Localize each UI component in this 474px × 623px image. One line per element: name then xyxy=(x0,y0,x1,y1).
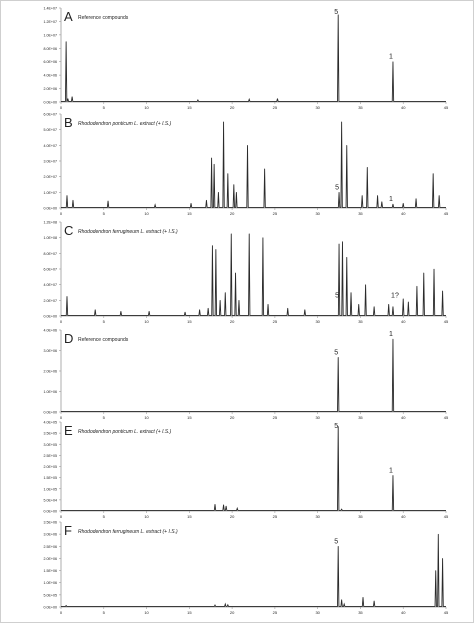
peak-apex xyxy=(235,273,236,274)
y-tick-label: 4.0E+05 xyxy=(43,420,57,425)
peak-apex xyxy=(249,233,250,234)
peak-apex xyxy=(206,200,207,201)
y-tick-label: 5.0E+05 xyxy=(43,593,57,598)
peak-annotation: 1? xyxy=(391,292,399,300)
x-tick-label: 35 xyxy=(358,415,363,420)
panel-letter: C xyxy=(64,223,74,238)
y-tick-label: 1.2E+08 xyxy=(43,220,57,225)
x-tick-label: 25 xyxy=(272,514,278,519)
y-tick-label: 2.0E+06 xyxy=(43,556,57,561)
y-tick-label: 0.0E+00 xyxy=(43,410,57,415)
peak-apex xyxy=(263,237,264,238)
x-tick-label: 10 xyxy=(144,319,149,324)
x-tick-label: 30 xyxy=(315,211,320,216)
x-tick-label: 40 xyxy=(400,319,406,324)
peak-apex xyxy=(228,173,229,174)
y-tick-label: 1.0E+05 xyxy=(43,487,57,492)
x-tick-label: 10 xyxy=(144,211,149,216)
peak-apex xyxy=(223,122,224,123)
y-tick-label: 3.0E+07 xyxy=(43,159,57,164)
peak-apex xyxy=(191,203,192,204)
peak-apex xyxy=(216,249,217,250)
x-tick-label: 5 xyxy=(102,211,105,216)
peak-apex xyxy=(220,300,221,301)
x-tick-label: 5 xyxy=(102,105,105,110)
peak-apex xyxy=(68,98,69,99)
x-tick-label: 30 xyxy=(315,514,320,519)
x-tick-label: 45 xyxy=(443,211,449,216)
peak-apex xyxy=(434,269,435,270)
y-tick-label: 0.0E+00 xyxy=(43,605,57,610)
x-tick-label: 30 xyxy=(315,415,320,420)
panel-title: Rhododendron ponticum L. extract (+ I.S.) xyxy=(78,429,172,435)
x-tick-label: 20 xyxy=(229,211,235,216)
peak-apex xyxy=(264,169,265,170)
x-tick-label: 25 xyxy=(272,319,278,324)
peak-apex xyxy=(362,195,363,196)
peak-apex xyxy=(231,233,232,234)
x-tick-label: 40 xyxy=(400,105,406,110)
peak-apex xyxy=(338,546,339,547)
peak-annotation: 1 xyxy=(389,53,393,61)
peak-apex xyxy=(358,304,359,305)
peak-apex xyxy=(393,306,394,307)
peak-apex xyxy=(393,204,394,205)
y-tick-label: 4.0E+07 xyxy=(43,283,57,288)
peak-apex xyxy=(212,245,213,246)
peak-apex xyxy=(351,292,352,293)
y-tick-label: 6.0E+07 xyxy=(43,267,57,272)
peak-apex xyxy=(342,241,343,242)
x-tick-label: 35 xyxy=(358,105,363,110)
peak-apex xyxy=(305,309,306,310)
y-tick-label: 1.2E+07 xyxy=(43,19,57,24)
peak-apex xyxy=(341,122,342,123)
peak-apex xyxy=(225,604,226,605)
x-tick-label: 5 xyxy=(102,610,105,615)
y-tick-label: 5.0E+04 xyxy=(43,498,57,503)
peak-apex xyxy=(199,309,200,310)
peak-apex xyxy=(339,192,340,193)
y-tick-label: 1.0E+06 xyxy=(43,581,57,586)
y-tick-label: 2.5E+05 xyxy=(43,453,57,458)
y-tick-label: 3.0E+05 xyxy=(43,442,57,447)
y-tick-label: 0.0E+00 xyxy=(43,100,57,105)
y-tick-label: 4.0E+06 xyxy=(43,328,57,333)
peak-apex xyxy=(228,605,229,606)
x-tick-label: 15 xyxy=(187,211,192,216)
panel-letter: E xyxy=(64,423,73,438)
panel-letter: B xyxy=(64,115,73,130)
y-tick-label: 0.0E+00 xyxy=(43,509,57,514)
y-tick-label: 0.0E+00 xyxy=(43,206,57,211)
peak-apex xyxy=(442,558,443,559)
peak-apex xyxy=(223,504,224,505)
x-tick-label: 10 xyxy=(144,105,149,110)
x-tick-label: 10 xyxy=(144,610,149,615)
x-tick-label: 45 xyxy=(443,514,449,519)
panel-title: Rhododendron ferrugineum L. extract (+ I.S.) xyxy=(78,529,178,535)
x-tick-label: 15 xyxy=(187,514,192,519)
peak-apex xyxy=(287,308,288,309)
peak-apex xyxy=(268,304,269,305)
x-tick-label: 10 xyxy=(144,415,149,420)
peak-apex xyxy=(215,605,216,606)
peak-apex xyxy=(218,192,219,193)
x-tick-label: 35 xyxy=(358,319,363,324)
peak-apex xyxy=(226,506,227,507)
peak-annotation: 5 xyxy=(335,184,340,192)
peak-annotation: 5 xyxy=(334,9,339,16)
peak-apex xyxy=(438,534,439,535)
peak-apex xyxy=(237,508,238,509)
x-tick-label: 5 xyxy=(102,415,105,420)
peak-annotation: 5 xyxy=(334,423,339,430)
x-tick-label: 0 xyxy=(59,319,63,324)
x-tick-label: 45 xyxy=(443,319,449,324)
x-tick-label: 0 xyxy=(59,415,63,420)
peak-apex xyxy=(408,302,409,303)
peak-apex xyxy=(382,201,383,202)
x-tick-label: 35 xyxy=(358,514,363,519)
panel-title: Rhododendron ponticum L. extract (+ I.S.) xyxy=(78,121,172,127)
peak-apex xyxy=(374,601,375,602)
peak-apex xyxy=(442,291,443,292)
peak-apex xyxy=(393,475,394,476)
peak-apex xyxy=(185,312,186,313)
y-tick-label: 8.0E+06 xyxy=(43,46,57,51)
y-tick-label: 2.0E+05 xyxy=(43,465,57,469)
peak-apex xyxy=(346,257,347,258)
y-tick-label: 5.0E+07 xyxy=(43,128,57,133)
y-tick-label: 1.5E+06 xyxy=(43,569,57,574)
peak-apex xyxy=(374,306,375,307)
y-tick-label: 2.0E+06 xyxy=(43,369,57,374)
peak-apex xyxy=(344,604,345,605)
y-tick-label: 3.5E+06 xyxy=(43,520,57,525)
x-tick-label: 25 xyxy=(272,610,278,615)
peak-apex xyxy=(365,284,366,285)
peak-apex xyxy=(66,605,67,606)
x-tick-label: 40 xyxy=(400,514,406,519)
x-tick-label: 10 xyxy=(144,514,149,519)
peak-apex xyxy=(121,311,122,312)
x-tick-label: 30 xyxy=(315,105,320,110)
peak-apex xyxy=(417,286,418,287)
peak-annotation: 1 xyxy=(389,331,393,339)
peak-apex xyxy=(341,599,342,600)
x-tick-label: 45 xyxy=(443,105,449,110)
y-tick-label: 8.0E+07 xyxy=(43,251,57,256)
x-tick-label: 15 xyxy=(187,610,192,615)
peak-annotation: 1 xyxy=(389,467,393,475)
peak-apex xyxy=(208,308,209,309)
peak-apex xyxy=(155,205,156,206)
peak-apex xyxy=(346,145,347,146)
peak-apex xyxy=(433,173,434,174)
peak-apex xyxy=(435,570,436,571)
peak-apex xyxy=(339,244,340,245)
peak-apex xyxy=(234,184,235,185)
y-tick-label: 3.0E+06 xyxy=(43,349,57,353)
x-tick-label: 35 xyxy=(358,610,363,615)
panel-letter: A xyxy=(64,9,73,24)
peak-apex xyxy=(403,203,404,204)
x-tick-label: 30 xyxy=(315,319,320,324)
x-tick-label: 5 xyxy=(102,319,105,324)
peak-apex xyxy=(95,309,96,310)
x-tick-label: 25 xyxy=(272,415,278,420)
x-tick-label: 0 xyxy=(59,105,63,110)
peak-apex xyxy=(367,167,368,168)
peak-apex xyxy=(236,192,237,193)
peak-apex xyxy=(198,100,199,101)
y-tick-label: 2.0E+07 xyxy=(43,175,57,180)
peak-apex xyxy=(393,61,394,62)
x-tick-label: 40 xyxy=(400,415,406,420)
x-tick-label: 20 xyxy=(229,415,235,420)
peak-annotation: 1 xyxy=(389,196,393,204)
x-tick-label: 20 xyxy=(229,610,235,615)
y-tick-label: 2.0E+07 xyxy=(43,298,57,303)
panel-title: Reference compounds xyxy=(78,15,129,21)
x-tick-label: 5 xyxy=(102,514,105,519)
x-tick-label: 30 xyxy=(315,610,320,615)
peak-apex xyxy=(108,201,109,202)
peak-apex xyxy=(393,339,394,340)
peak-apex xyxy=(67,296,68,297)
peak-apex xyxy=(403,298,404,299)
x-tick-label: 20 xyxy=(229,105,235,110)
y-tick-label: 1.0E+06 xyxy=(43,390,57,394)
y-tick-label: 1.0E+08 xyxy=(43,236,57,241)
peak-apex xyxy=(439,195,440,196)
x-tick-label: 0 xyxy=(59,211,63,216)
peak-apex xyxy=(66,41,67,42)
x-tick-label: 25 xyxy=(272,105,278,110)
x-tick-label: 15 xyxy=(187,319,192,324)
x-tick-label: 0 xyxy=(59,514,63,519)
y-tick-label: 1.4E+07 xyxy=(43,6,57,11)
x-tick-label: 15 xyxy=(187,415,192,420)
y-tick-label: 1.5E+05 xyxy=(43,476,57,481)
peak-apex xyxy=(214,164,215,165)
panel-letter: D xyxy=(64,331,74,346)
peak-apex xyxy=(239,300,240,301)
x-tick-label: 40 xyxy=(400,610,406,615)
peak-apex xyxy=(388,304,389,305)
peak-apex xyxy=(247,145,248,146)
peak-apex xyxy=(377,195,378,196)
x-tick-label: 45 xyxy=(443,610,449,615)
y-tick-label: 1.0E+07 xyxy=(43,33,57,38)
x-tick-label: 45 xyxy=(443,415,449,420)
peak-apex xyxy=(423,273,424,274)
y-tick-label: 2.0E+06 xyxy=(43,87,57,92)
peak-apex xyxy=(249,99,250,100)
peak-annotation: 5 xyxy=(334,349,339,357)
x-tick-label: 20 xyxy=(229,514,235,519)
panel-letter: F xyxy=(64,523,72,538)
y-tick-label: 4.0E+07 xyxy=(43,143,57,148)
peak-apex xyxy=(149,311,150,312)
peak-apex xyxy=(211,158,212,159)
peak-apex xyxy=(225,292,226,293)
y-tick-label: 6.0E+07 xyxy=(43,112,57,117)
peak-apex xyxy=(73,200,74,201)
peak-apex xyxy=(277,98,278,99)
peak-apex xyxy=(416,198,417,199)
x-tick-label: 35 xyxy=(358,211,363,216)
peak-apex xyxy=(67,195,68,196)
peak-apex xyxy=(363,597,364,598)
x-tick-label: 25 xyxy=(272,211,278,216)
x-tick-label: 40 xyxy=(400,211,406,216)
y-tick-label: 1.0E+07 xyxy=(43,190,57,195)
y-tick-label: 3.5E+05 xyxy=(43,431,57,436)
y-tick-label: 4.0E+06 xyxy=(43,73,57,78)
y-tick-label: 3.0E+06 xyxy=(43,532,57,537)
panel-title: Rhododendron ferrugineum L. extract (+ I.S.) xyxy=(78,229,178,235)
panel-title: Reference compounds xyxy=(78,337,129,343)
x-tick-label: 15 xyxy=(187,105,192,110)
x-tick-label: 0 xyxy=(59,610,63,615)
y-tick-label: 2.5E+06 xyxy=(43,544,57,549)
peak-annotation: 5 xyxy=(334,538,339,546)
peak-apex xyxy=(72,96,73,97)
peak-apex xyxy=(341,509,342,510)
peak-apex xyxy=(215,504,216,505)
y-tick-label: 0.0E+00 xyxy=(43,314,57,319)
peak-apex xyxy=(338,357,339,358)
y-tick-label: 6.0E+06 xyxy=(43,60,57,65)
x-tick-label: 20 xyxy=(229,319,235,324)
peak-annotation: 5 xyxy=(335,292,340,300)
